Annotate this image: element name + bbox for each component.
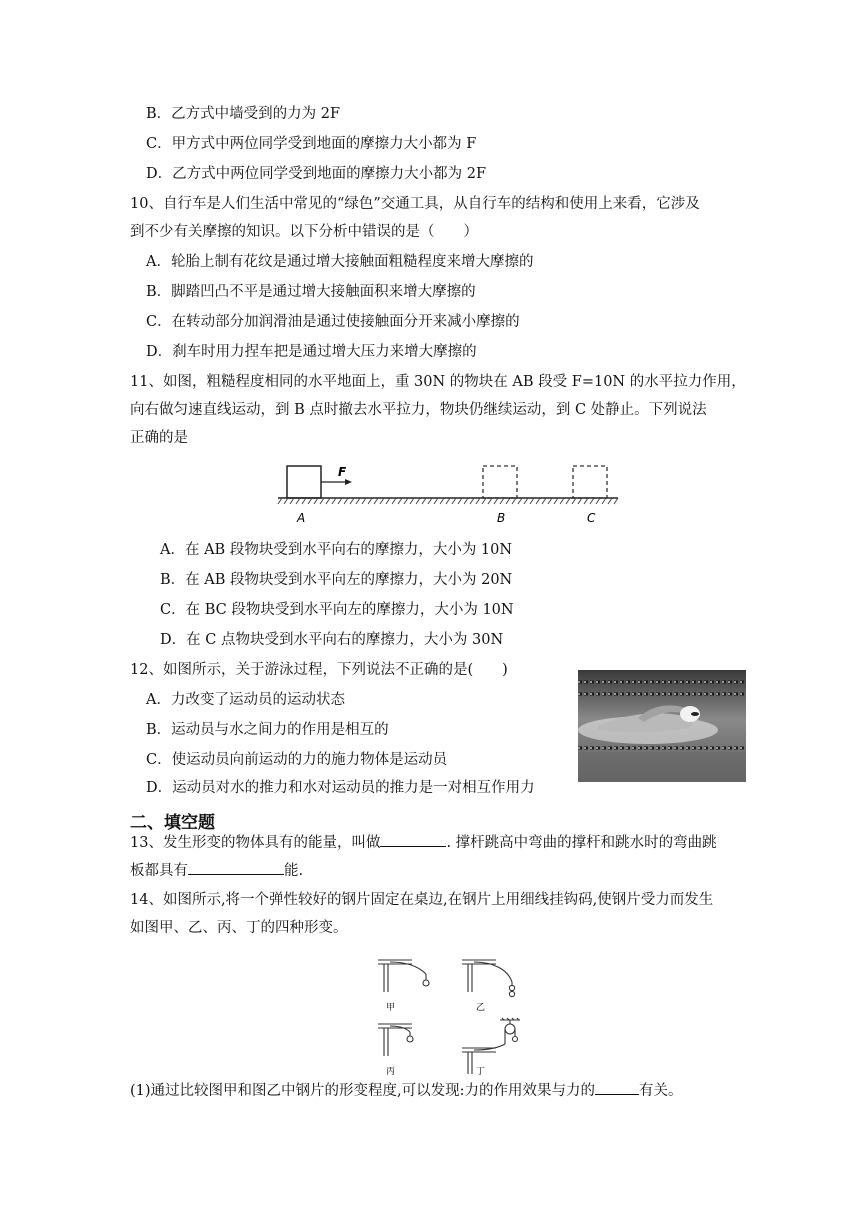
q14-stem-line2: 如图甲、乙、丙、丁的四种形变。 bbox=[130, 920, 348, 936]
q13-line2 bbox=[130, 860, 303, 881]
panel-jia bbox=[378, 960, 429, 992]
force-arrowhead bbox=[345, 479, 352, 485]
q9-option-d: D．乙方式中两位同学受到地面的摩擦力大小都为 2F bbox=[146, 166, 487, 182]
point-b-label: B bbox=[497, 511, 506, 525]
q14-sub1-text-b: 有关。 bbox=[639, 1083, 683, 1099]
q12-option-d: D．运动员对水的推力和水对运动员的推力是一对相互作用力 bbox=[146, 780, 535, 796]
q10-option-d: D．刹车时用力捏车把是通过增大压力来增大摩擦的 bbox=[146, 344, 477, 360]
block-at-b-dashed bbox=[483, 466, 517, 498]
swimmer-photo bbox=[578, 670, 746, 782]
panel-ding bbox=[462, 1018, 520, 1074]
q13-blank-1[interactable] bbox=[380, 832, 446, 847]
point-a-label: A bbox=[297, 511, 306, 525]
pool-lower bbox=[578, 752, 746, 782]
q14-sub1 bbox=[130, 1080, 683, 1101]
q11-stem-line2: 向右做匀速直线运动，到 B 点时撤去水平拉力，物块仍继续运动，到 C 处静止。下列说法 bbox=[130, 402, 707, 418]
label-bing: 丙 bbox=[386, 1067, 396, 1077]
point-c-label: C bbox=[587, 511, 596, 525]
q11-stem-line3: 正确的是 bbox=[130, 430, 188, 446]
q11-option-a: A．在 AB 段物块受到水平向右的摩擦力，大小为 10N bbox=[160, 542, 513, 558]
q12-option-b: B．运动员与水之间力的作用是相互的 bbox=[146, 722, 389, 738]
q11-stem-line1: 11、如图，粗糙程度相同的水平地面上，重 30N 的物块在 AB 段受 F=10N 的水平拉力作用， bbox=[130, 374, 746, 390]
section-title: 二、填空题 bbox=[130, 813, 215, 833]
q10-option-a: A．轮胎上制有花纹是通过增大接触面粗糙程度来增大摩擦的 bbox=[146, 254, 534, 270]
q13-text-b: . 撑杆跳高中弯曲的撑杆和跳水时的弯曲跳 bbox=[446, 835, 717, 851]
q9-option-b: B．乙方式中墙受到的力为 2F bbox=[146, 106, 341, 122]
q11-option-b: B．在 AB 段物块受到水平向左的摩擦力，大小为 20N bbox=[160, 572, 513, 588]
force-label: F bbox=[338, 465, 347, 479]
label-yi: 乙 bbox=[476, 1003, 486, 1013]
label-jia: 甲 bbox=[386, 1003, 396, 1013]
q9-option-c: C．甲方式中两位同学受到地面的摩擦力大小都为 F bbox=[146, 136, 477, 152]
q11-figure bbox=[272, 460, 624, 532]
q14-blank-1[interactable] bbox=[595, 1080, 639, 1095]
q14-sub1-text-a: (1)通过比较图甲和图乙中钢片的形变程度,可以发现:力的作用效果与力的 bbox=[130, 1083, 596, 1099]
block-at-a bbox=[287, 466, 321, 498]
q10-stem-line1: 10、自行车是人们生活中常见的“绿色”交通工具，从自行车的结构和使用上来看，它涉及 bbox=[130, 196, 700, 212]
q13-text-c: 板都具有 bbox=[130, 863, 188, 879]
swimmer-goggles bbox=[691, 712, 699, 716]
q11-option-d: D．在 C 点物块受到水平向右的摩擦力，大小为 30N bbox=[160, 632, 504, 648]
label-ding: 丁 bbox=[476, 1067, 486, 1077]
block-at-c-dashed bbox=[573, 466, 607, 498]
ground-hatching bbox=[278, 498, 618, 504]
panel-yi bbox=[462, 960, 515, 997]
q13-blank-2[interactable] bbox=[188, 860, 284, 875]
q14-stem-line1: 14、如图所示,将一个弹性较好的钢片固定在桌边,在钢片上用细线挂钩码,使钢片受力而发生 bbox=[130, 892, 714, 908]
q13-text-d: 能. bbox=[284, 863, 304, 879]
q12-option-c: C．使运动员向前运动的力的施力物体是运动员 bbox=[146, 752, 448, 768]
q10-option-c: C．在转动部分加润滑油是通过使接触面分开来减小摩擦的 bbox=[146, 314, 520, 330]
q12-stem: 12、如图所示，关于游泳过程，下列说法不正确的是( ) bbox=[130, 662, 508, 678]
q12-option-a: A．力改变了运动员的运动状态 bbox=[146, 692, 345, 708]
q10-option-b: B．脚踏凹凸不平是通过增大接触面积来增大摩擦的 bbox=[146, 284, 476, 300]
q13-text-a: 13、发生形变的物体具有的能量，叫做 bbox=[130, 835, 381, 851]
q10-stem-line2: 到不少有关摩擦的知识。以下分析中错误的是（ ） bbox=[130, 224, 478, 240]
q11-option-c: C．在 BC 段物块受到水平向左的摩擦力，大小为 10N bbox=[160, 602, 514, 618]
q13-line1 bbox=[130, 832, 717, 853]
q14-figure bbox=[372, 952, 544, 1078]
panel-bing bbox=[378, 1024, 413, 1056]
